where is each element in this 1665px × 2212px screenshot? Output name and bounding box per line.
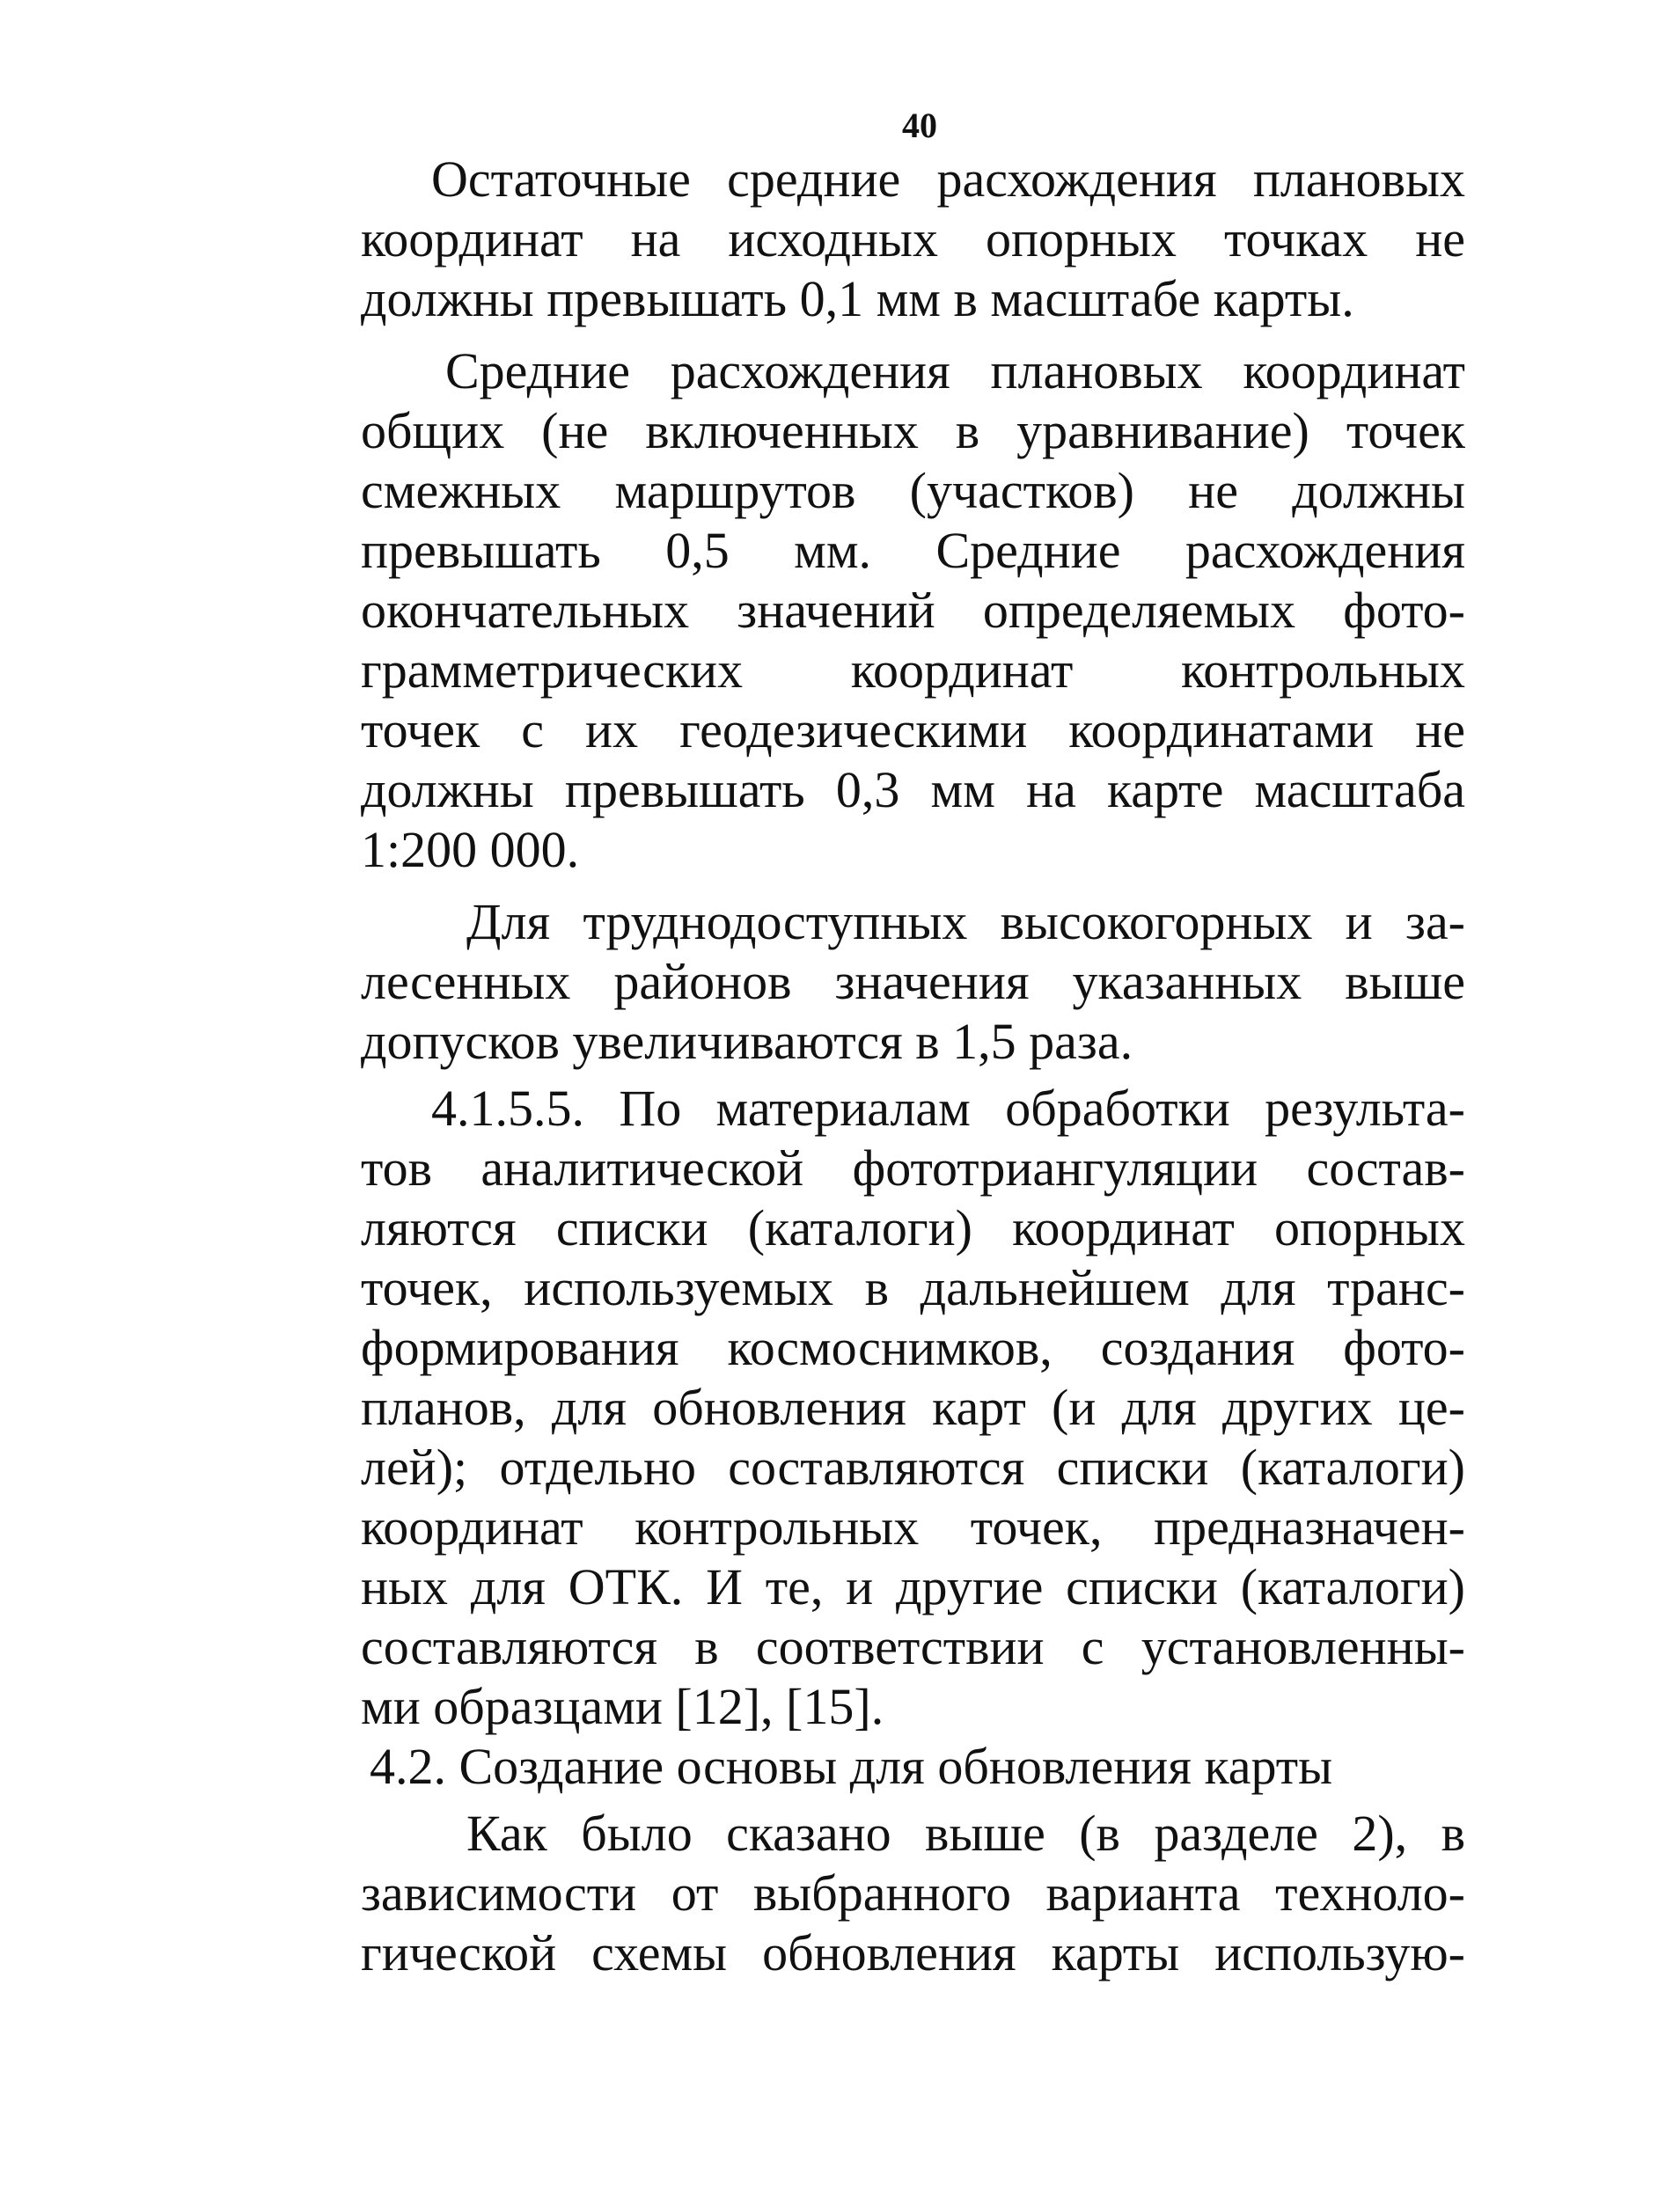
text-line: точек, используемых в дальнейшем для транс- (361, 1259, 1465, 1316)
page-number: 40 (902, 106, 937, 145)
paragraph-mean-discrepancies (361, 341, 1465, 880)
text-line: лесенных районов значения указанных выше (361, 953, 1465, 1010)
text-line: 4.1.5.5. По материалам обработки результа- (431, 1080, 1465, 1137)
text-line: ми образцами [12], [15]. (361, 1678, 884, 1735)
text-line: тов аналитической фототриангуляции состав- (361, 1139, 1465, 1197)
text-line: допусков увеличиваются в 1,5 раза. (361, 1013, 1133, 1070)
text-line: Средние расхождения плановых координат (445, 342, 1465, 399)
text-line: Для труднодоступных высокогорных и за- (466, 893, 1465, 950)
text-line: составляются в соответствии с установленны- (361, 1618, 1465, 1675)
text-line: лей); отдельно составляются списки (каталоги) (361, 1439, 1465, 1496)
text-line: должны превышать 0,3 мм на карте масштаба (361, 761, 1465, 818)
text-line: превышать 0,5 мм. Средние расхождения (361, 522, 1465, 579)
text-line: ляются списки (каталоги) координат опорных (361, 1199, 1465, 1256)
text-line: гической схемы обновления карты использую- (361, 1924, 1465, 1981)
paragraph-section-4-2-intro (361, 1804, 1465, 1983)
text-line: планов, для обновления карт (и для других це- (361, 1379, 1465, 1436)
text-line: грамметрических координат контрольных (361, 641, 1465, 699)
text-line: формирования космоснимков, создания фото- (361, 1319, 1465, 1376)
paragraph-4-1-5-5 (361, 1079, 1465, 1737)
text-line: окончательных значений определяемых фото- (361, 582, 1465, 639)
text-line: зависимости от выбранного варианта техноло- (361, 1864, 1465, 1922)
text-line: Как было сказано выше (в разделе 2), в (466, 1805, 1465, 1862)
text-line: смежных маршрутов (участков) не должны (361, 462, 1465, 519)
text-line: координат на исходных опорных точках не (361, 210, 1465, 267)
text-line: 1:200 000. (361, 821, 580, 878)
text-line: точек с их геодезическими координатами не (361, 701, 1465, 758)
section-heading: 4.2. Создание основы для обновления карты (370, 1738, 1333, 1795)
text-line: общих (не включенных в уравнивание) точек (361, 402, 1465, 459)
text-line: ных для ОТК. И те, и другие списки (каталоги) (361, 1558, 1465, 1615)
paragraph-residual-discrepancies (361, 150, 1465, 329)
text-line: Остаточные средние расхождения плановых (431, 150, 1465, 208)
text-line: должны превышать 0,1 мм в масштабе карты. (361, 270, 1354, 327)
text-line: координат контрольных точек, предназначен- (361, 1498, 1465, 1556)
paragraph-mountain-regions (361, 892, 1465, 1072)
document-body (361, 150, 1465, 1983)
